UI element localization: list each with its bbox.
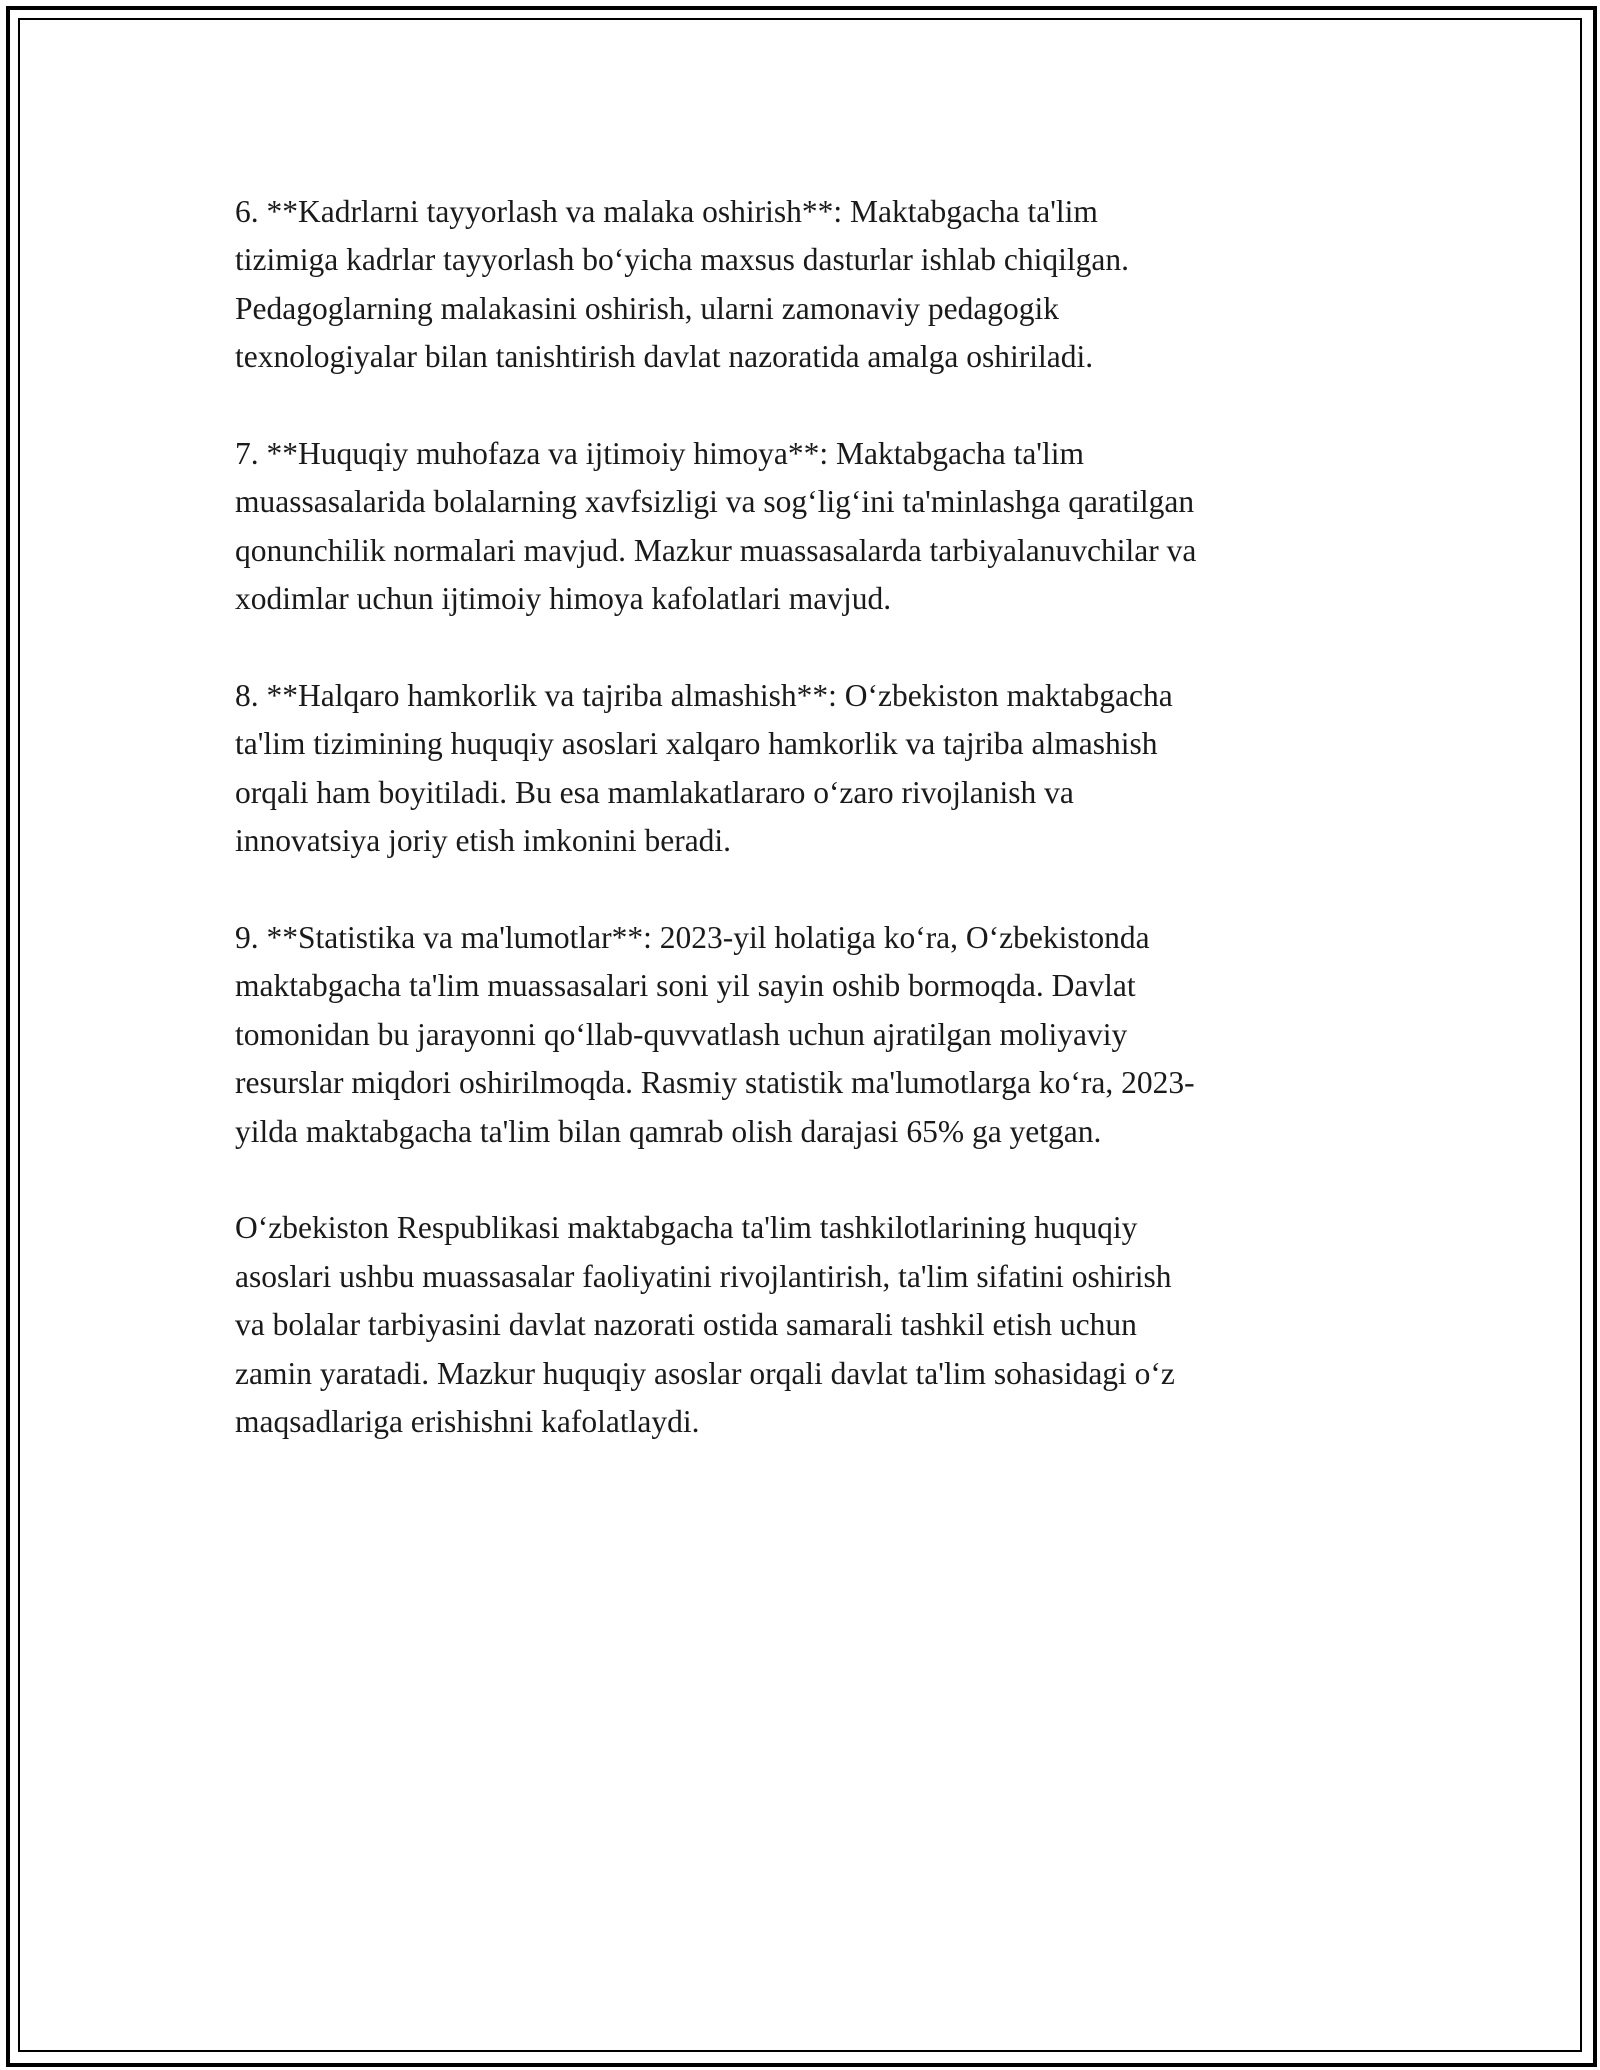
paragraph-huquqiy-muhofaza: 7. **Huquqiy muhofaza va ijtimoiy himoya**: Maktabgacha ta'lim muassasalarida bolalarning xavfsizligi va sog‘lig‘ini ta'minlashga qaratilgan qonunchilik normalari mavjud. Mazkur muassasalarda tarbiyalanuvchilar va xodimlar uchun ijtimoiy himoya kafolatlari mavjud.	[235, 436, 1197, 617]
paragraph-kadrlar: 6. **Kadrlarni tayyorlash va malaka oshirish**: Maktabgacha ta'lim tizimiga kadrlar tayyorlash bo‘yicha maxsus dasturlar ishlab chiqilgan. Pedagoglarning malakasini oshirish, ularni zamonaviy pedagogik texnologiyalar bilan tanishtirish davlat nazoratida amalga oshiriladi.	[235, 194, 1129, 375]
paragraph-statistika: 9. **Statistika va ma'lumotlar**: 2023-yil holatiga ko‘ra, O‘zbekistonda maktabgacha ta'lim muassasalari soni yil sayin oshib bormoqda. Davlat tomonidan bu jarayonni qo‘llab-quvvatlash uchun ajratilgan moliyaviy resurslar miqdori oshirilmoqda. Rasmiy statistik ma'lumotlarga ko‘ra, 2023- yilda maktabgacha ta'lim bilan qamrab olish darajasi 65% ga yetgan.	[235, 920, 1195, 1149]
paragraph-halqaro-hamkorlik: 8. **Halqaro hamkorlik va tajriba almashish**: O‘zbekiston maktabgacha ta'lim tizimining huquqiy asoslari xalqaro hamkorlik va tajriba almashish orqali ham boyitiladi. Bu esa mamlakatlararo o‘zaro rivojlanish va innovatsiya joriy etish imkonini beradi.	[235, 678, 1173, 859]
paragraph-conclusion: O‘zbekiston Respublikasi maktabgacha ta'lim tashkilotlarining huquqiy asoslari ushbu muassasalar faoliyatini rivojlantirish, ta'lim sifatini oshirish va bolalar tarbiyasini davlat nazorati ostida samarali tashkil etish uchun zamin yaratadi. Mazkur huquqiy asoslar orqali davlat ta'lim sohasidagi o‘z maqsadlariga erishishni kafolatlaydi.	[235, 1210, 1175, 1440]
document-body	[235, 188, 1395, 1495]
